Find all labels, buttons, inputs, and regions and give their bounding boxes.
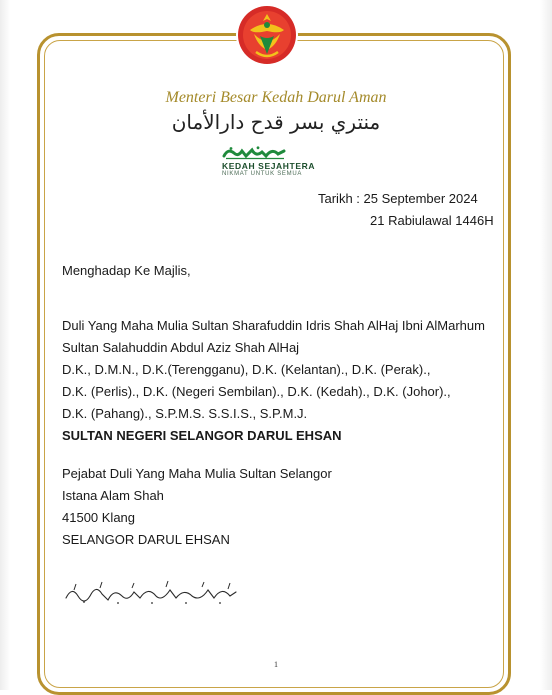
kedah-sejahtera-logo (222, 146, 342, 177)
address-line: Pejabat Duli Yang Maha Mulia Sultan Selangor (62, 466, 332, 481)
address-line: Istana Alam Shah (62, 488, 164, 503)
kedah-state-crest-icon (236, 4, 298, 68)
letter-body (62, 260, 502, 551)
addressee-line: D.K., D.M.N., D.K.(Terengganu), D.K. (Kelantan)., D.K. (Perak)., (62, 362, 431, 377)
kedah-sejahtera-logo-icon (222, 146, 288, 160)
address-line: 41500 Klang (62, 510, 136, 525)
brand-name: KEDAH SEJAHTERA (222, 161, 316, 171)
office-title-jawi: منتري بسر قدح دارالأمان (171, 110, 381, 134)
address-line: SELANGOR DARUL EHSAN (62, 532, 230, 547)
date-label: Tarikh : (318, 191, 360, 206)
addressee-title: SULTAN NEGERI SELANGOR DARUL EHSAN (62, 428, 342, 443)
office-title-latin (0, 89, 552, 107)
addressee-line: D.K. (Pahang)., S.P.M.S. S.S.I.S., S.P.M.J. (62, 406, 308, 421)
addressee-line: Sultan Salahuddin Abdul Aziz Shah AlHaj (62, 340, 300, 355)
office-title-latin-text: Menteri Besar Kedah Darul Aman (165, 89, 387, 106)
brand-tagline: NIKMAT UNTUK SEMUA (222, 171, 303, 177)
letter-date (318, 188, 494, 232)
closing-greeting-calligraphy (62, 578, 242, 608)
page-number: 1 (274, 660, 278, 669)
date-gregorian: 25 September 2024 (363, 191, 478, 206)
date-hijri: 21 Rabiulawal 1446H (370, 213, 494, 228)
addressee-line: Duli Yang Maha Mulia Sultan Sharafuddin Idris Shah AlHaj Ibni AlMarhum (62, 318, 485, 333)
addressee-line: D.K. (Perlis)., D.K. (Negeri Sembilan)., D.K. (Kedah)., D.K. (Johor)., (62, 384, 451, 399)
salutation: Menghadap Ke Majlis, (62, 263, 191, 278)
